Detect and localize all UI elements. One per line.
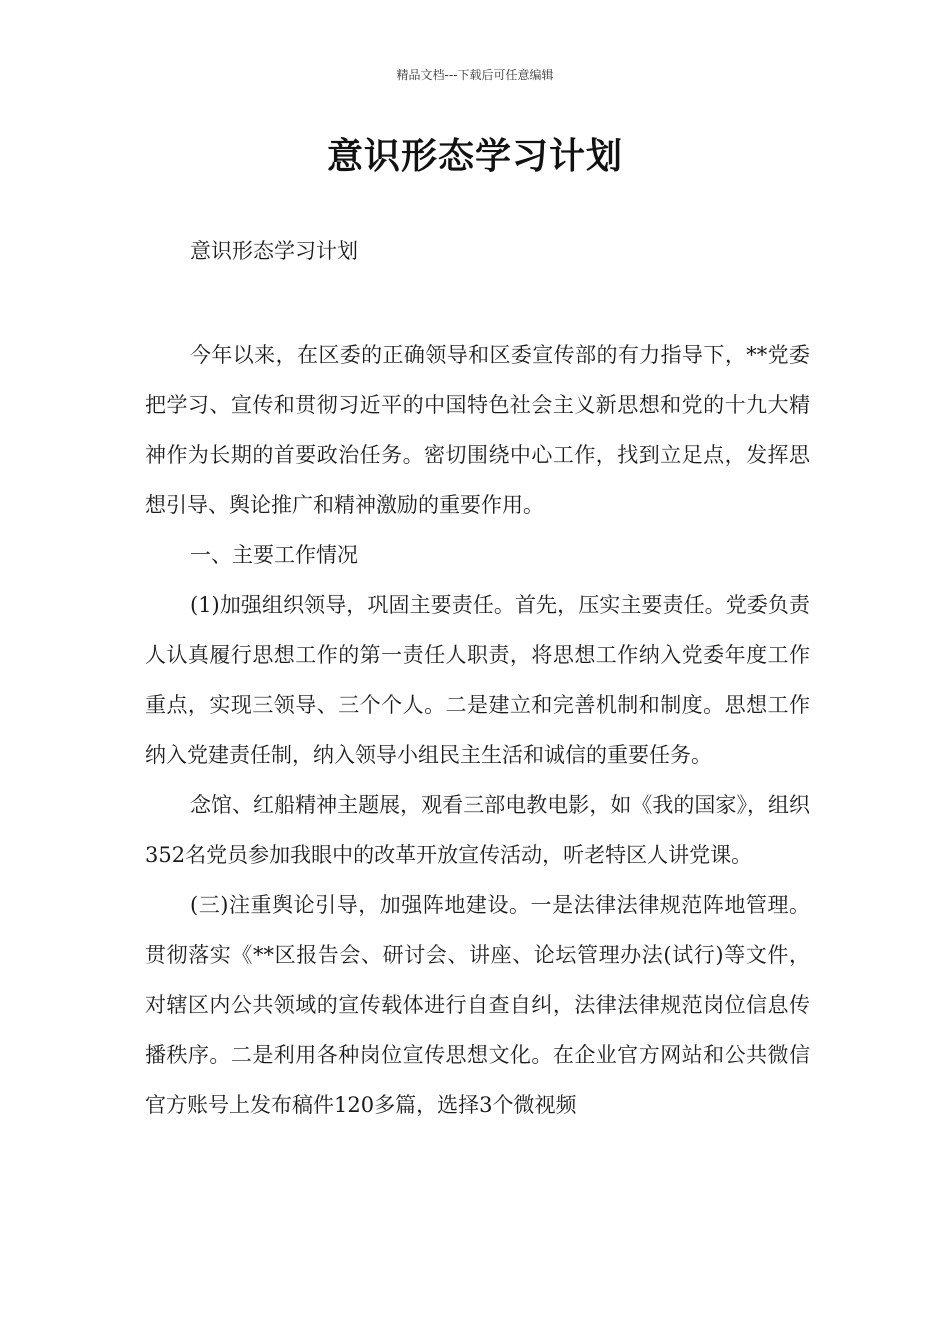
document-title: 意识形态学习计划 [326,136,623,177]
section-heading-main-work: 一、主要工作情况 [190,543,358,567]
paragraph-memorial-activities: 念馆、红船精神主题展，观看三部电教电影，如《我的国家》，组织352名党员参加我眼中的改革开放宣传活动，听老特区人讲党课。 [145,793,810,867]
paragraph-organization-leadership: (1)加强组织领导，巩固主要责任。首先，压实主要责任。党委负责人认真履行思想工作的第一责任人职责，将思想工作纳入党委年度工作重点，实现三领导、三个个人。二是建立和完善机制和制度。思想工作纳入党建责任制，纳入领导小组民主生活和诚信的重要任务。 [145,593,810,767]
document-body [145,330,810,1130]
header-note: 精品文档---下载后可任意编辑 [396,68,554,82]
document-subtitle: 意识形态学习计划 [190,239,358,263]
paragraph-intro: 今年以来，在区委的正确领导和区委宣传部的有力指导下，**党委把学习、宣传和贯彻习近平的中国特色社会主义新思想和党的十九大精神作为长期的首要政治任务。密切围绕中心工作，找到立足点，发挥思想引导、舆论推广和精神激励的重要作用。 [145,343,810,517]
paragraph-public-opinion: (三)注重舆论引导，加强阵地建设。一是法律法律规范阵地管理。贯彻落实《**区报告会、研讨会、讲座、论坛管理办法(试行)等文件，对辖区内公共领域的宣传载体进行自查自纠，法律法律规范岗位信息传播秩序。二是利用各种岗位宣传思想文化。在企业官方网站和公共微信官方账号上发布稿件120多篇，选择3个微视频 [145,893,810,1117]
